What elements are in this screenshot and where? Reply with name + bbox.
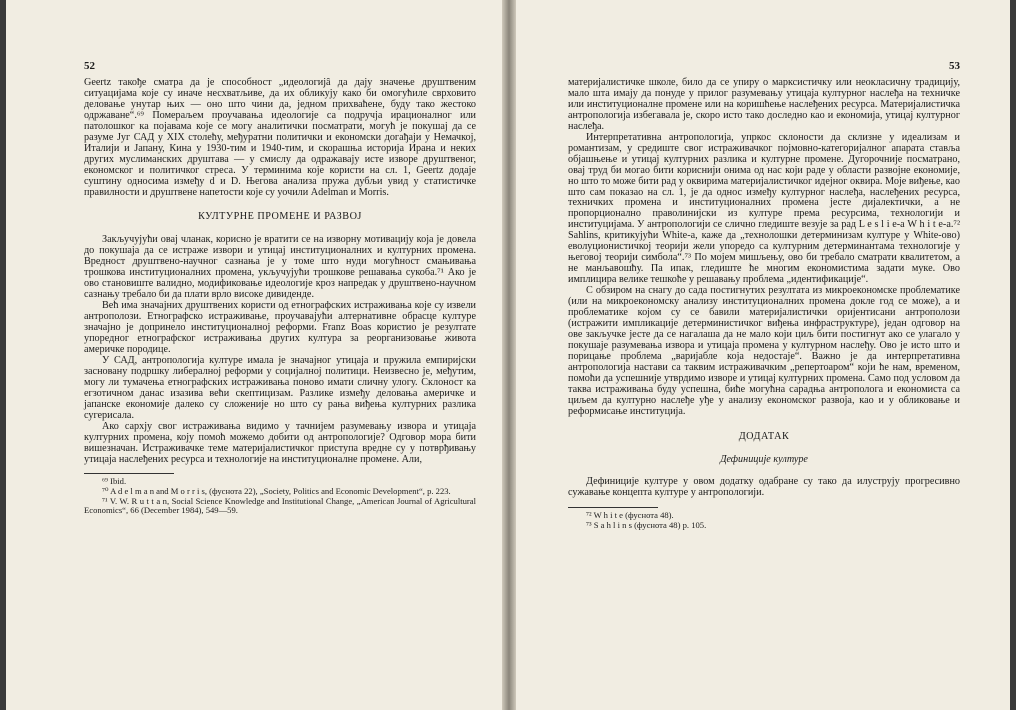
- right-page-body: [568, 78, 960, 531]
- footnote: ⁶⁹ Ibid.: [102, 476, 127, 487]
- left-page-body: [84, 78, 476, 516]
- paragraph: С обзиром на снагу до сада постигнутих резултата из микроекономске проблематике (или на микроекономску анализу институционалних промена докле год се може), а и проблематике којом су се бавили материјалистички оријентисани антрополози (истражити импликације детерминистичког виђења инфраструктуре), један одговор на ове закључке јесте да се нагалаша да не мало који циљ бити постигнут ако се улагало у покушаје разумевања извора и утицаја промена у културном наслеђу. Ово је исто што и порицање проблема „варијабле која недостаје“. Важно је да интерпретативна антропологија настави са таквим истраживачким „репертоаром“ који ће нам, временом, помоћи да успешније утврдимо изворе и утицај културних промена. Само под условом да таква истраживања буду успешна, биће могућна сарадња антрополога и економиста са циљем да културно наслеђе уђе у анализу економског развоја, као и у обликовање и реформисање институција.: [568, 285, 960, 417]
- footnote: ⁷² W h i t e (фуснота 48).: [586, 510, 674, 521]
- paragraph: материјалистичке школе, било да се упиру о марксистичку или неокласичну традицију, мало шта имају да понуде у прилог разумевању утицаја културног наслеђа на техничке или институционалне промене или на коришћење наслеђених ресурса. Материјалистичка антропологија избегавала је, скоро исто тако доследно као и економија, утицај културног наслеђа.: [568, 77, 960, 132]
- paragraph: У САД, антропологија културе имала је значајног утицаја и пружила емпиријски засновану подршку либералној реформи у социјалној политици. Неизвесно је, међутим, могу ли тумачења етнографских истраживања поново имати сличну улогу. Склоност ка егзотичном данас изазива већи скептицизам. Разлике између деловања америчке и јапанске економије далеко су сложеније но што су рања виђења културних разлика сугерисала.: [84, 354, 476, 421]
- book-gutter: [502, 0, 516, 710]
- paragraph: Закључујући овај чланак, корисно је вратити се на изворну мотивацију која је довела до покушаја да се истраже извори и утицај институционалних и културних промена. Вредност друштвено-научног сазнања је у томе што нуди могућност смањивања трошкова институционалних промена, укључујући трошкове решавања сукоба.⁷¹ Ако је ово становиште валидно, модификовање идеологије кроз напредак у друштвено-научном сазнању требало би да плати врло високе дивиденде.: [84, 234, 476, 301]
- footnote: ⁷³ S a h l i n s (фуснота 48) p. 105.: [586, 519, 707, 530]
- paragraph: Geertz такође сматра да је способност „идеологијâ да дају значење друштвеним ситуацијама које су иначе несхватљиве, да их обликују како би омогућиле сврховито деловање унутар њих — оно што чини да, једном прихваћене, буду тако жестоко одржаване“.⁶⁹ Помераљем проучавања идеологије са подручја ирационалног или патолошког ка појавама које се могу аналитички посматрати, могућ је покушај да се разуме Југ САД у XIX столећу, међуратни политички и економски догађаји у Немачкој, Италији и Јапану, Кина у 1930-тим и 1940-тим, и скорашња историја Ирана и неких других муслиманских друштава — у смислу да одражавају исте изворе друштвеног, економског и политичког стреса. У терминима које користи на сл. 1, Geertz додаје суштину односима између d и D. Његова анализа пружа дубљи увид у статистичке правилности и друштвене напетости које су уочили Adelman и Morris.: [84, 77, 476, 198]
- footnote: ⁷⁰ A d e l m a n and M o r r i s, (фуснота 22), „Society, Politics and Economic Development“, p. 223.: [102, 486, 451, 497]
- subsection-heading: Дефиниције културе: [720, 453, 808, 465]
- footnote-rule: [568, 507, 658, 508]
- footnote: ⁷¹ V. W. R u t t a n, Social Science Knowledge and Institutional Change, „American Journal of Agricultural Economics“, 66 (December 1984), 549—59.: [84, 495, 476, 516]
- page-number: 53: [949, 60, 960, 72]
- paragraph: Ако сархју свог истраживања видимо у тачнијем разумевању извора и утицаја културних промена, коју помоћ можемо добити од антропологије? Одговор мора бити вишезначан. Истраживачке теме материјалистичког приступа вредне су у потврђивању утицаја наслеђених ресурса и технологије на институционалне промене. Али,: [84, 420, 476, 465]
- left-page: [6, 0, 502, 710]
- paragraph: Дефиниције културе у овом додатку одабране су тако да илуструју прогресивно сужавање концепта културе у антропологији.: [568, 476, 960, 499]
- paragraph: Интерпретативна антропологија, упркос склоности да склизне у идеализам и романтизам, у средиште свог истраживачког појмовно-категоријалног апарата ставља објашњење и утицај културних разлика и културне промене. Дугорочније посматрано, овај труд би могао бити кориснији онима од нас који раде у области развојне економије, но што то може бити рад у оквиримa материјалистичког идејног оквира. Моје виђење, као што сам показао на сл. 1, је да однос између културног наслеђа, наслеђених ресурса, техничких промена и институционалних промена јесте дијалектички, а не пропорционално праволинијски из културе према ресурсима, технологији и институцијама. У антропологији се слично гледиште везује за рад L e s l i e-а W h i t e-а.⁷² Sahlins, критикујући White-а, каже да „технолошки детерминизам културе у White-ово) еволуционистичкој теорији жели упоредо са културним детерминантама технологије у његовој теорији симбола“.⁷³ По мојем мишљењу, ово би требало сматрати квалитетом, а не манљавошћу. Па ипак, гледиште ће многим економистима задати муке. Ово имплицира велике тешкоће у решавању проблема „идентификације“.: [568, 131, 960, 286]
- footnote-rule: [84, 473, 174, 474]
- page-number: 52: [84, 60, 95, 72]
- right-page: [516, 0, 1010, 710]
- paragraph: Већ има значајних друштвених користи од етнографских истраживања које су извели антрополози. Етнографско истраживање, проучавајући алтернативне обрасце културе значајно је допринело институционалној реформи. Franz Boas користио је резултате упоредног етнографског истраживања других култура за реорганизовање живота америчке породице.: [84, 300, 476, 355]
- section-heading: КУЛТУРНЕ ПРОМЕНЕ И РАЗВОЈ: [198, 211, 362, 223]
- section-heading: ДОДАТАК: [738, 430, 790, 442]
